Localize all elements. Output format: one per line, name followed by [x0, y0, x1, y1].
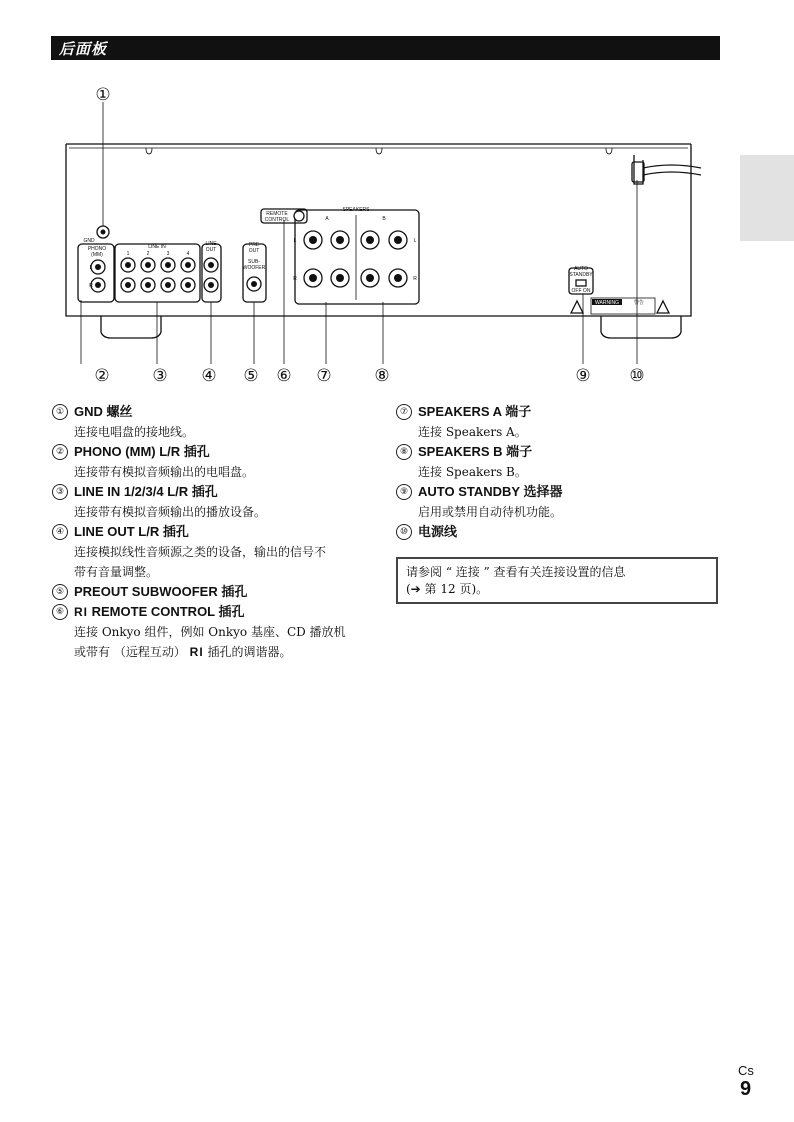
side-tab: [740, 155, 794, 241]
item-title-zh: 螺丝: [106, 405, 133, 420]
item-number: ⑧: [396, 444, 412, 460]
rear-panel-diagram: [51, 80, 731, 390]
svg-text:④: ④: [201, 366, 217, 386]
item-number: ③: [52, 484, 68, 500]
item-title: GND: [74, 404, 103, 419]
item-number: ⑤: [52, 584, 68, 600]
item-desc: 带有音量调整。: [74, 565, 159, 579]
svg-text:GND: GND: [83, 238, 95, 244]
item-number: ⑩: [396, 524, 412, 540]
item-title-zh: 插孔: [162, 525, 189, 540]
item-desc: 连接带有模拟音频输出的电唱盘。: [74, 465, 255, 479]
item-title-zh: 端子: [505, 405, 532, 420]
svg-text:L: L: [413, 238, 417, 244]
item-auto-standby: [396, 482, 726, 522]
item-desc: 连接模拟线性音频源之类的设备，输出的信号不: [74, 545, 327, 559]
ri-logo-icon: RI: [189, 645, 204, 659]
item-title: LINE IN 1/2/3/4 L/R: [74, 484, 189, 499]
svg-text:PRE: PRE: [248, 242, 260, 248]
svg-text:STANDBY: STANDBY: [569, 272, 593, 278]
item-desc: 连接 Speakers B。: [418, 465, 527, 479]
svg-text:CONTROL: CONTROL: [264, 217, 290, 223]
item-number: ④: [52, 524, 68, 540]
svg-text:WARNING: WARNING: [595, 300, 619, 306]
svg-text:警告: 警告: [633, 300, 645, 306]
svg-text:SPEAKERS: SPEAKERS: [342, 207, 370, 213]
svg-text:1: 1: [126, 251, 130, 257]
item-number: ②: [52, 444, 68, 460]
item-line-out: [52, 522, 382, 582]
item-number: ⑦: [396, 404, 412, 420]
item-title: SPEAKERS B: [418, 444, 503, 459]
svg-text:OUT: OUT: [205, 247, 217, 253]
page-language-code: Cs: [738, 1063, 754, 1078]
section-title: 后面板: [59, 40, 108, 58]
item-title: REMOTE CONTROL: [91, 604, 215, 619]
svg-text:R: R: [293, 276, 297, 282]
item-number: ⑨: [396, 484, 412, 500]
reference-note: [396, 557, 718, 604]
item-title-zh: 电源线: [418, 525, 458, 540]
left-item-list: [52, 402, 382, 662]
item-desc: 或带有 （远程互动）: [74, 645, 186, 659]
svg-text:R: R: [89, 283, 93, 289]
svg-text:PHONO: PHONO: [87, 246, 107, 252]
svg-text:⑥: ⑥: [276, 366, 292, 386]
svg-text:2: 2: [146, 251, 150, 257]
svg-text:L: L: [89, 265, 93, 271]
svg-text:⑩: ⑩: [629, 366, 645, 386]
item-title-zh: 插孔: [218, 605, 245, 620]
item-preout-subwoofer: [52, 582, 382, 602]
svg-text:OFF ON: OFF ON: [571, 288, 591, 294]
item-power-cord: [396, 522, 726, 542]
svg-text:REMOTE: REMOTE: [266, 211, 288, 217]
svg-text:①: ①: [95, 85, 111, 105]
item-desc: 连接 Onkyo 组件，例如 Onkyo 基座、CD 播放机: [74, 625, 346, 639]
svg-text:⑤: ⑤: [243, 366, 259, 386]
item-title-zh: 选择器: [523, 485, 563, 500]
note-line-2: (➔ 第 12 页)。: [406, 582, 489, 596]
page-number: 9: [740, 1078, 752, 1100]
svg-text:⑨: ⑨: [575, 366, 591, 386]
item-desc: 连接 Speakers A。: [418, 425, 527, 439]
svg-text:3: 3: [166, 251, 170, 257]
ri-logo-icon: RI: [74, 605, 88, 619]
item-title: LINE OUT L/R: [74, 524, 160, 539]
svg-text:③: ③: [152, 366, 168, 386]
item-gnd: [52, 402, 382, 442]
item-phono: [52, 442, 382, 482]
item-speakers-a: [396, 402, 726, 442]
svg-text:R: R: [413, 276, 417, 282]
item-speakers-b: [396, 442, 726, 482]
svg-text:LINE: LINE: [205, 241, 217, 247]
item-line-in: [52, 482, 382, 522]
svg-text:A: A: [325, 216, 329, 222]
item-number: ⑥: [52, 604, 68, 620]
item-title: PREOUT SUBWOOFER: [74, 584, 218, 599]
item-title-zh: 插孔: [183, 445, 210, 460]
svg-text:L: L: [293, 238, 297, 244]
svg-text:AUTO: AUTO: [574, 266, 588, 272]
svg-text:4: 4: [186, 251, 190, 257]
item-number: ①: [52, 404, 68, 420]
svg-text:LINE IN: LINE IN: [148, 244, 166, 250]
item-desc: 连接带有模拟音频输出的播放设备。: [74, 505, 267, 519]
svg-text:(MM): (MM): [91, 252, 103, 258]
svg-text:⑧: ⑧: [374, 366, 390, 386]
item-title: SPEAKERS A: [418, 404, 502, 419]
item-desc: 插孔的调谐器。: [207, 645, 292, 659]
item-desc: 启用或禁用自动待机功能。: [418, 505, 563, 519]
item-desc: 连接电唱盘的接地线。: [74, 425, 195, 439]
section-header-bar: [51, 36, 720, 60]
svg-text:SUB-: SUB-: [248, 259, 260, 265]
svg-text:②: ②: [94, 366, 110, 386]
svg-text:B: B: [382, 216, 386, 222]
svg-text:⑦: ⑦: [316, 366, 332, 386]
right-item-list: [396, 402, 726, 542]
item-title: AUTO STANDBY: [418, 484, 520, 499]
item-title-zh: 端子: [506, 445, 533, 460]
note-line-1: 请参阅 “ 连接 ” 查看有关连接设置的信息: [406, 565, 626, 579]
item-title-zh: 插孔: [221, 585, 248, 600]
item-remote-control: [52, 602, 382, 662]
item-title: PHONO (MM) L/R: [74, 444, 181, 459]
svg-text:WOOFER: WOOFER: [242, 265, 266, 271]
item-title-zh: 插孔: [191, 485, 218, 500]
svg-text:OUT: OUT: [248, 248, 260, 254]
